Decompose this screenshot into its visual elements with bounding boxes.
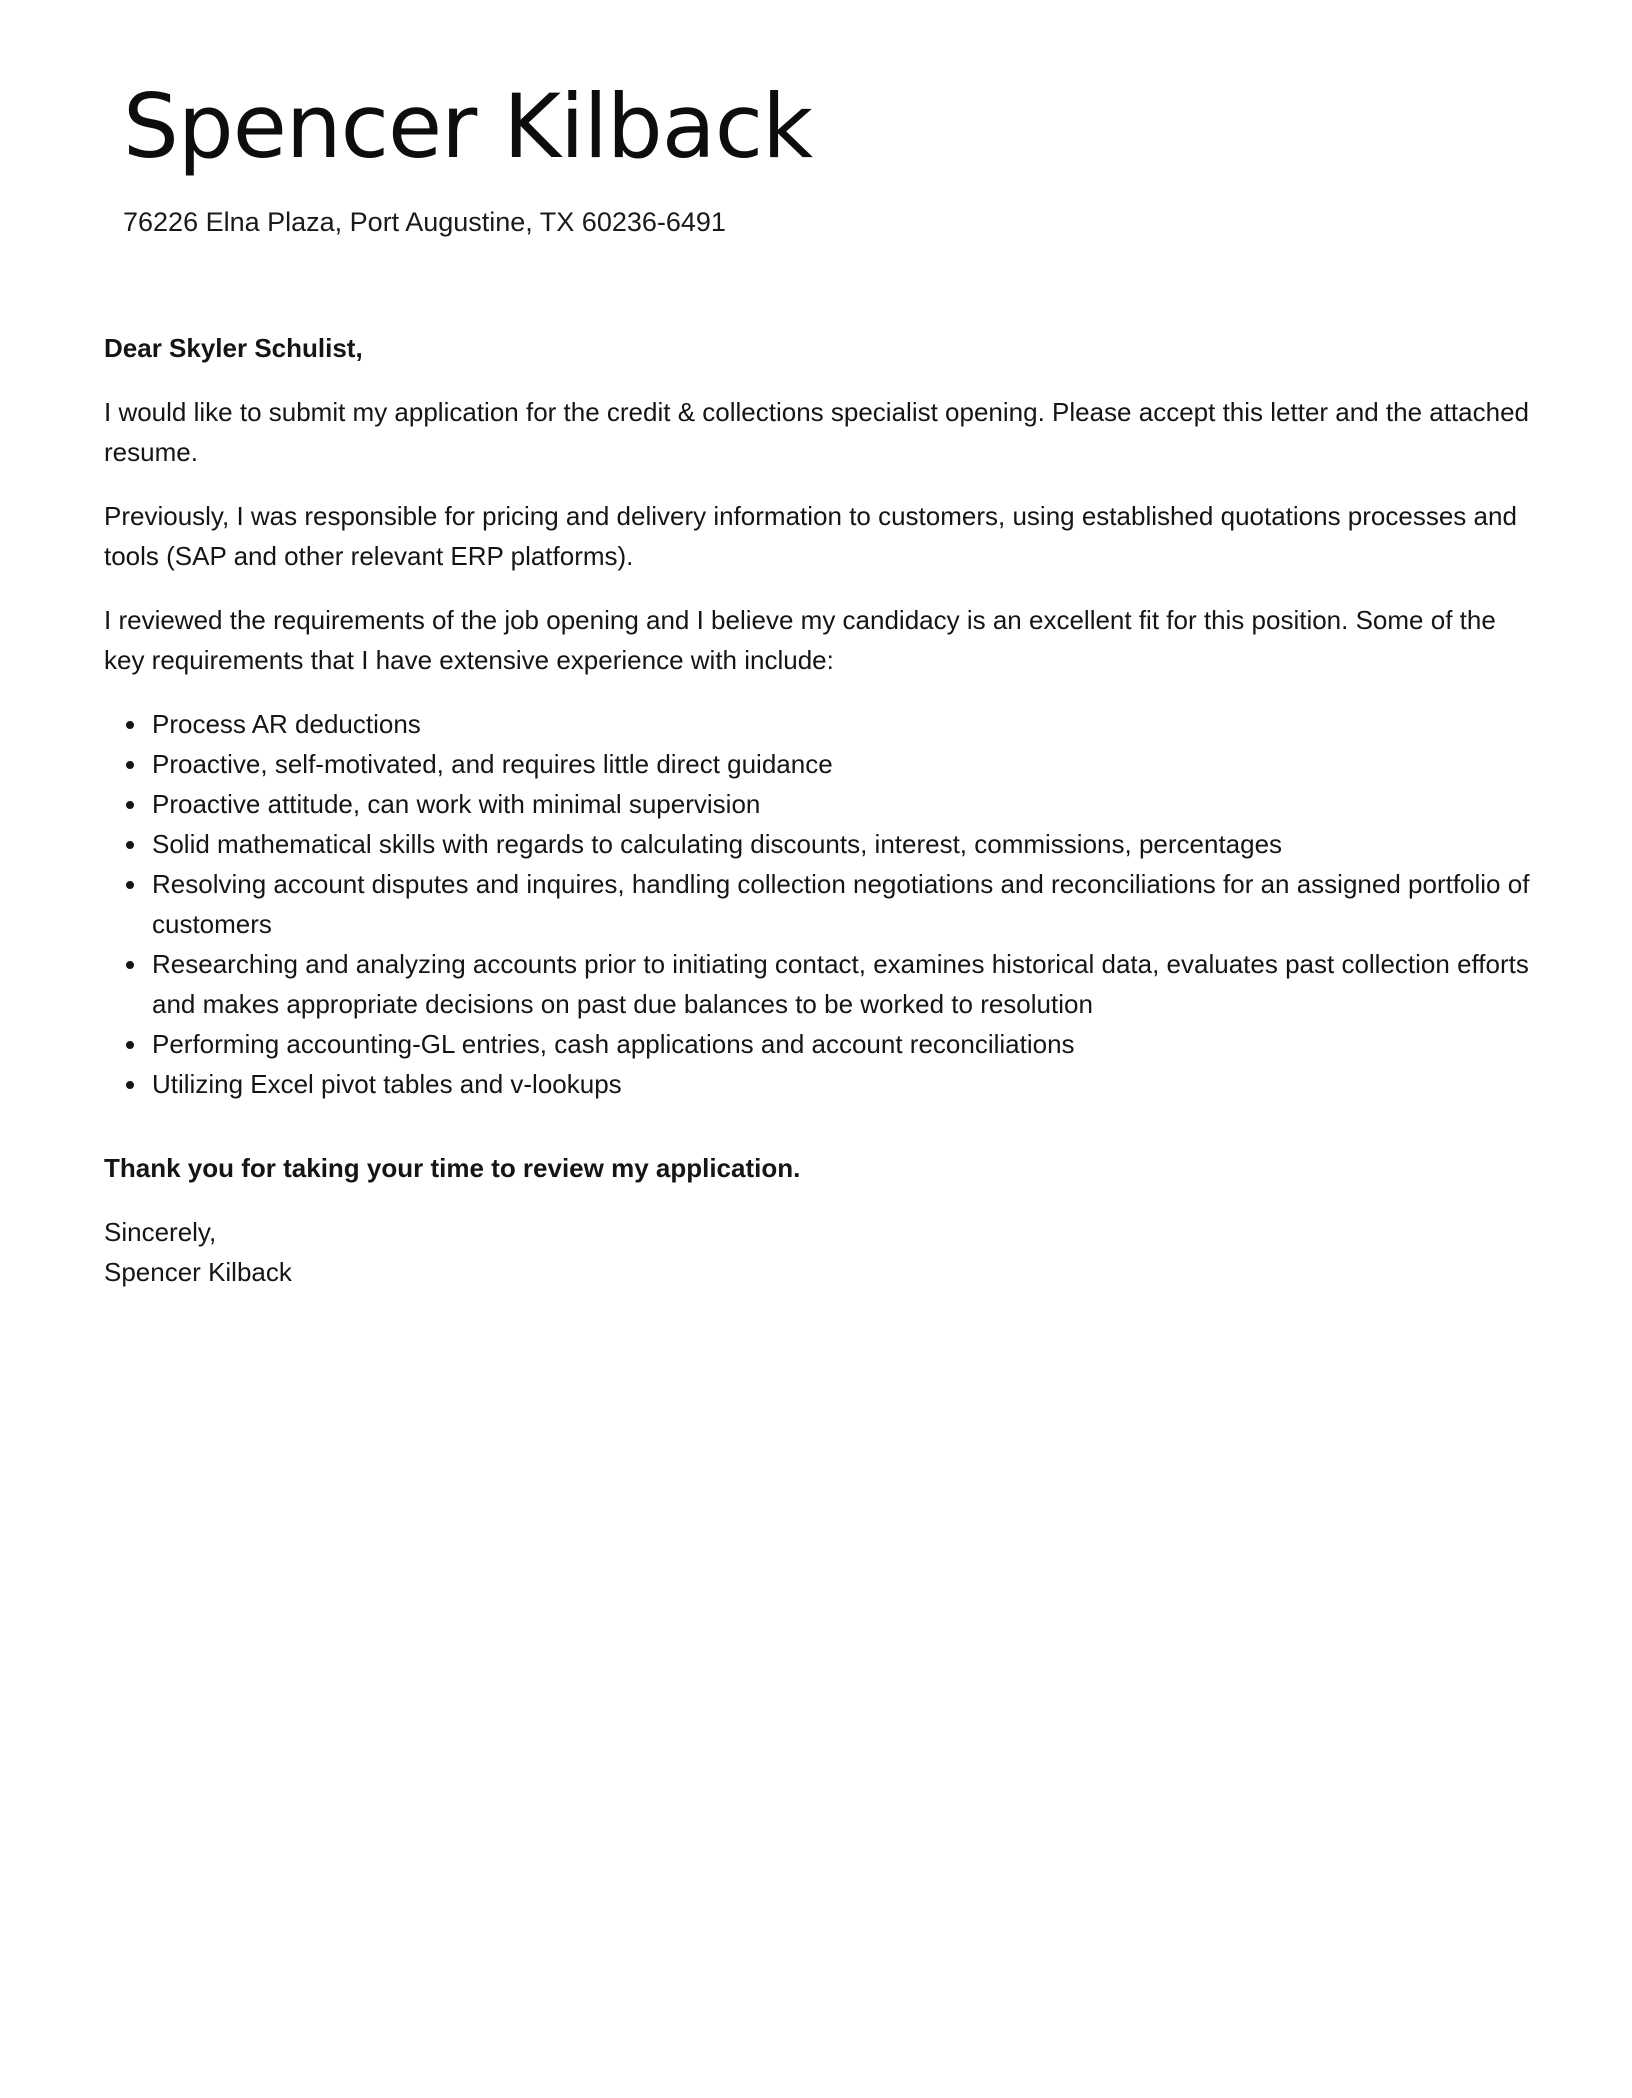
list-item-text: Solid mathematical skills with regards to calculating discounts, interest, commissions, percentages <box>152 829 1283 859</box>
paragraph-requirements-intro: I reviewed the requirements of the job opening and I believe my candidacy is an excellent fit for this position. Some of the key requirements that I have extensive experience with include: <box>104 605 1496 675</box>
bullet-icon <box>126 801 134 809</box>
list-item <box>152 1024 1534 1064</box>
paragraph-experience: Previously, I was responsible for pricing and delivery information to customers, using established quotations processes and tools (SAP and other relevant ERP platforms). <box>104 501 1517 571</box>
salutation: Dear Skyler Schulist, <box>104 333 363 363</box>
list-item-text: Utilizing Excel pivot tables and v-lookups <box>152 1069 622 1099</box>
bullet-icon <box>126 1041 134 1049</box>
letter-body <box>104 328 1534 1292</box>
bullet-icon <box>126 761 134 769</box>
list-item <box>152 1064 1534 1104</box>
list-item-text: Proactive attitude, can work with minimal supervision <box>152 789 761 819</box>
closing-line: Thank you for taking your time to review my application. <box>104 1153 801 1183</box>
bullet-icon <box>126 1081 134 1089</box>
list-item <box>152 744 1534 784</box>
list-item <box>152 864 1534 944</box>
list-item <box>152 824 1534 864</box>
bullet-icon <box>126 961 134 969</box>
list-item-text: Process AR deductions <box>152 709 421 739</box>
bullet-icon <box>126 841 134 849</box>
signoff: Sincerely, <box>104 1217 217 1247</box>
paragraph-intro: I would like to submit my application for the credit & collections specialist opening. Please accept this letter and the attached resume. <box>104 397 1529 467</box>
letter-header <box>123 72 812 240</box>
list-item <box>152 944 1534 1024</box>
list-item <box>152 784 1534 824</box>
list-item-text: Researching and analyzing accounts prior to initiating contact, examines historical data, evaluates past collection efforts and makes appropriate decisions on past due balances to be worked to resolution <box>152 949 1529 1019</box>
bullet-icon <box>126 721 134 729</box>
list-item-text: Performing accounting-GL entries, cash applications and account reconciliations <box>152 1029 1075 1059</box>
list-item-text: Resolving account disputes and inquires, handling collection negotiations and reconciliations for an assigned portfolio of customers <box>152 869 1530 939</box>
applicant-name: Spencer Kilback <box>123 75 813 178</box>
requirements-list <box>104 704 1534 1104</box>
applicant-address: 76226 Elna Plaza, Port Augustine, TX 60236-6491 <box>123 207 726 237</box>
list-item <box>152 704 1534 744</box>
list-item-text: Proactive, self-motivated, and requires little direct guidance <box>152 749 833 779</box>
bullet-icon <box>126 881 134 889</box>
signature-name: Spencer Kilback <box>104 1257 292 1287</box>
